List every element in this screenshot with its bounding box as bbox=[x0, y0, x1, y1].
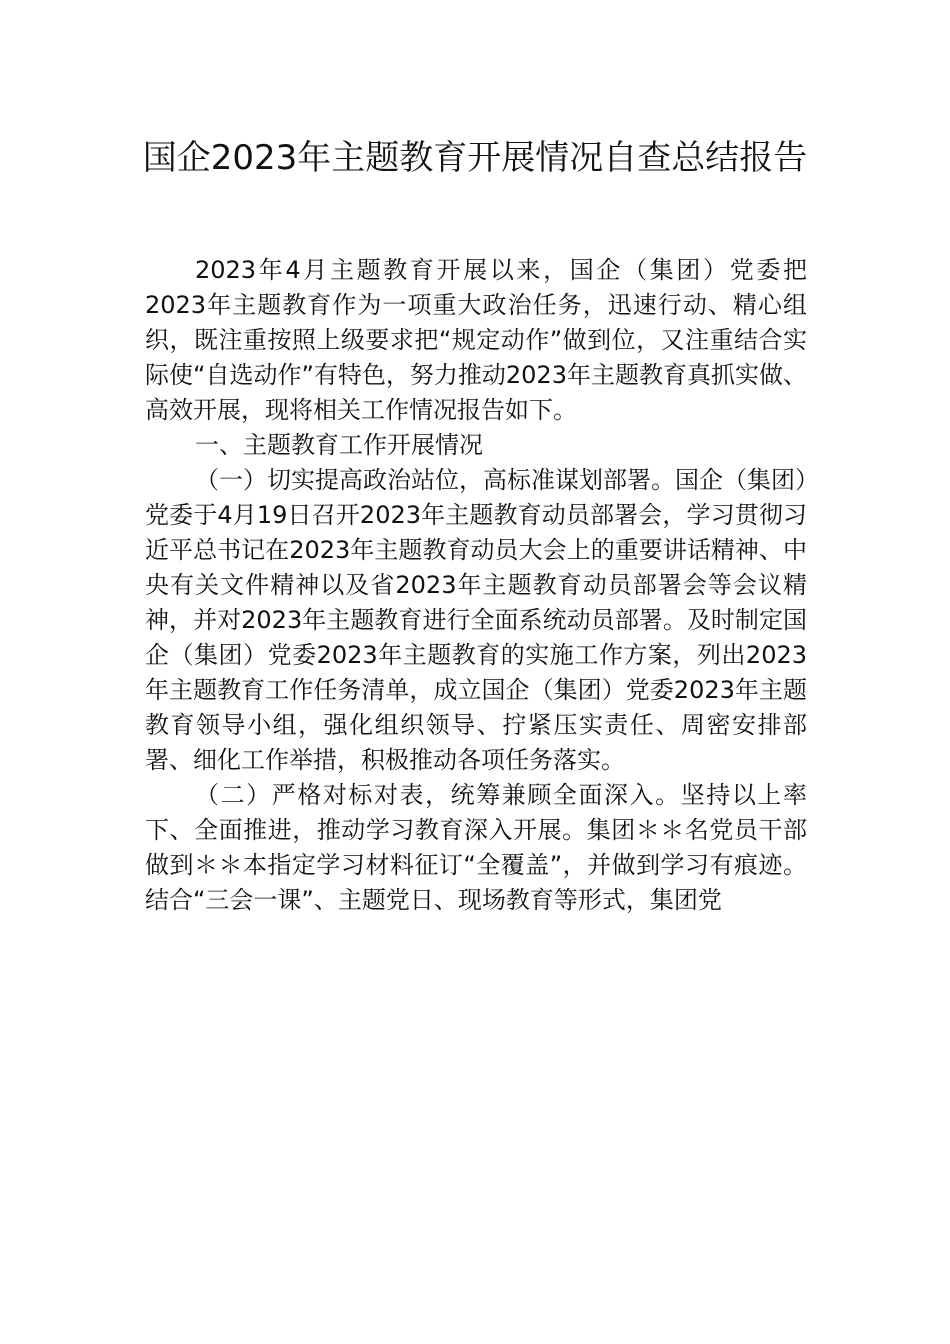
document-body bbox=[145, 253, 807, 918]
section-heading: 一、主题教育工作开展情况 bbox=[195, 431, 483, 459]
paragraph-section-1: （一）切实提高政治站位，高标准谋划部署。国企（集团）党委于4月19日召开2023年主题教育动员部署会，学习贯彻习近平总书记在2023年主题教育动员大会上的重要讲话精神、中央有关文件精神以及省2023年主题教育动员部署会等会议精神，并对2023年主题教育进行全面系统动员部署。及时制定国企（集团）党委2023年主题教育的实施工作方案，列出2023年主题教育工作任务清单，成立国企（集团）党委2023年主题教育领导小组，强化组织领导、拧紧压实责任、周密安排部署、细化工作举措，积极推动各项任务落实。 bbox=[145, 466, 807, 774]
document-title: 国企2023年主题教育开展情况自查总结报告 bbox=[142, 138, 808, 178]
paragraph-section-2: （二）严格对标对表，统筹兼顾全面深入。坚持以上率下、全面推进，推动学习教育深入开展。集团＊＊名党员干部做到＊＊本指定学习材料征订“全覆盖”，并做到学习有痕迹。结合“三会一课”、主题党日、现场教育等形式，集团党 bbox=[145, 781, 807, 914]
paragraph-intro: 2023年4月主题教育开展以来，国企（集团）党委把2023年主题教育作为一项重大政治任务，迅速行动、精心组织，既注重按照上级要求把“规定动作”做到位，又注重结合实际使“自选动作”有特色，努力推动2023年主题教育真抓实做、高效开展，现将相关工作情况报告如下。 bbox=[145, 256, 807, 424]
